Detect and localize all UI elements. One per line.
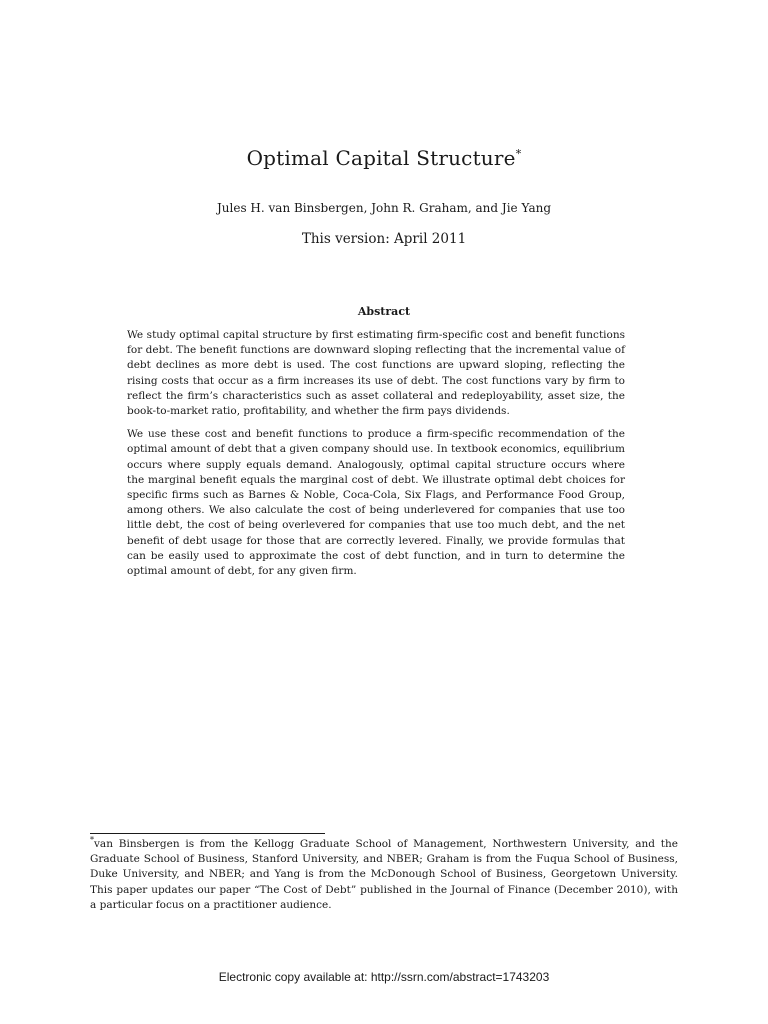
ssrn-footer-link[interactable]: Electronic copy available at: http://ssrn.com/abstract=1743203 <box>218 970 550 984</box>
paper-title <box>0 146 768 170</box>
abstract-paragraph-1: We study optimal capital structure by first estimating firm-specific cost and benefit functions for debt. The benefit functions are downward sloping reflecting that the incremental value of debt declines as more debt is used. The cost functions are upward sloping, reflecting the rising costs that occur as a firm increases its use of debt. The cost functions vary by firm to reflect the firm’s characteristics such as asset collateral and redeployability, asset size, the book-to-market ratio, profitability, and whether the firm pays dividends. <box>127 329 625 418</box>
title-footnote-mark: * <box>515 147 522 161</box>
version-date: This version: April 2011 <box>301 231 467 247</box>
abstract-paragraph-2: We use these cost and benefit functions to produce a firm-specific recommendation of the optimal amount of debt that a given company should use. In textbook economics, equilibrium occurs where supply equals demand. Analogously, optimal capital structure occurs where the marginal benefit equals the marginal cost of debt. We illustrate optimal debt choices for specific firms such as Barnes & Noble, Coca-Cola, Six Flags, and Performance Food Group, among others. We also calculate the cost of being underlevered for companies that use too little debt, the cost of being overlevered for companies that use too much debt, and the net benefit of debt usage for those that are correctly levered. Finally, we provide formulas that can be easily used to approximate the cost of debt function, and in turn to determine the optimal amount of debt, for any given firm. <box>127 428 625 578</box>
abstract-body <box>127 328 625 587</box>
paper-title-text: Optimal Capital Structure <box>246 146 516 170</box>
footnote-divider <box>90 833 325 834</box>
author-list: Jules H. van Binsbergen, John R. Graham, and Jie Yang <box>216 201 552 215</box>
abstract-heading: Abstract <box>357 305 411 318</box>
footnote-text: van Binsbergen is from the Kellogg Graduate School of Management, Northwestern University, and the Graduate School of Business, Stanford University, and NBER; Graham is from the Fuqua School of Business, Duke University, and NBER; and Yang is from the McDonough School of Business, Georgetown University. This paper updates our paper “The Cost of Debt” published in the Journal of Finance (December 2010), with a particular focus on a practitioner audience. <box>90 838 678 911</box>
footnote-mark: * <box>90 835 94 845</box>
footnote <box>90 837 678 913</box>
